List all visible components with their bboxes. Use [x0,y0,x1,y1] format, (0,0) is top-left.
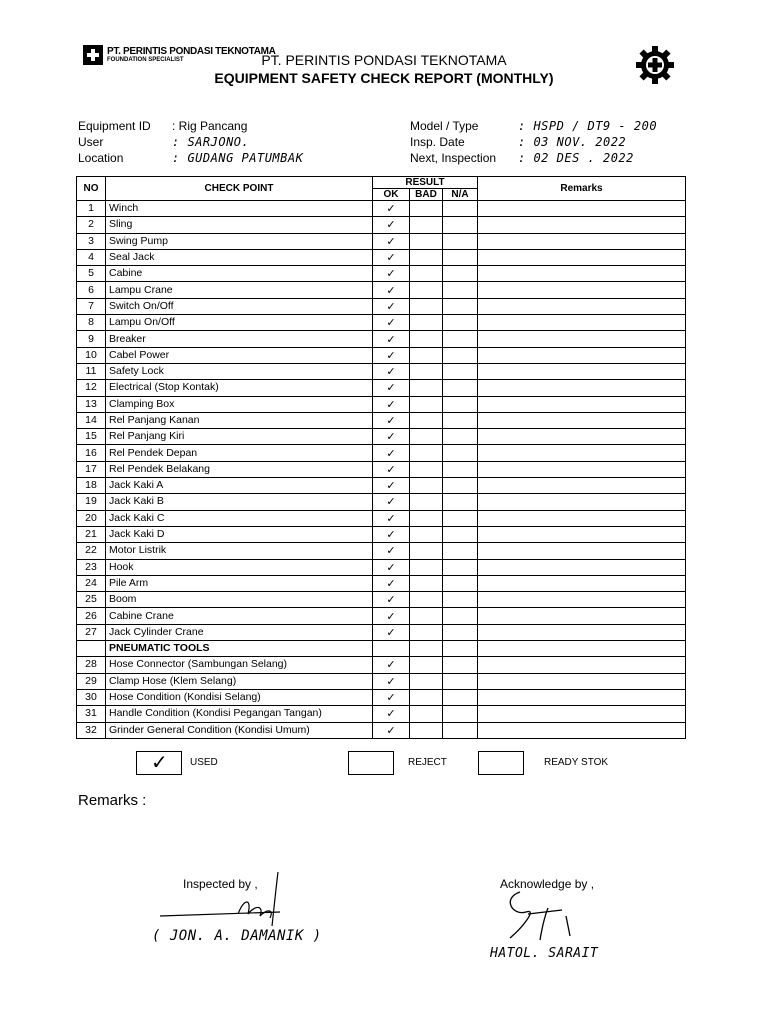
row-bad-cell [410,641,443,657]
row-bad-cell [410,429,443,445]
row-check-point: Jack Cylinder Crane [106,624,373,640]
table-row [77,298,686,314]
col-ok: OK [373,189,410,201]
row-na-cell [443,217,478,233]
table-row [77,266,686,282]
user-label: User [78,135,104,149]
row-ok-mark: ✓ [373,282,410,298]
col-result: RESULT [373,177,478,189]
row-na-cell [443,657,478,673]
row-remarks-cell [478,510,686,526]
row-bad-cell [410,331,443,347]
row-na-cell [443,461,478,477]
inspector-signature-icon [160,868,300,928]
row-number: 11 [77,363,106,379]
location-label: Location [78,151,124,165]
row-number: 5 [77,266,106,282]
table-row [77,689,686,705]
gear-cross-icon [634,44,676,91]
row-bad-cell [410,347,443,363]
row-remarks-cell [478,445,686,461]
row-check-point: Handle Condition (Kondisi Pegangan Tangan) [106,706,373,722]
table-row [77,461,686,477]
row-ok-mark: ✓ [373,217,410,233]
logo-company-name: PT. PERINTIS PONDASI TEKNOTAMA [107,46,276,57]
row-ok-mark: ✓ [373,347,410,363]
row-na-cell [443,412,478,428]
row-number: 30 [77,689,106,705]
inspector-name: ( JON. A. DAMANIK ) [152,928,322,944]
row-check-point: Boom [106,592,373,608]
next-inspection-value: : 02 DES . 2022 [518,151,634,165]
row-bad-cell [410,201,443,217]
row-check-point: Jack Kaki C [106,510,373,526]
row-na-cell [443,689,478,705]
row-number: 27 [77,624,106,640]
row-check-point: Motor Listrik [106,543,373,559]
row-number: 6 [77,282,106,298]
row-ok-mark: ✓ [373,315,410,331]
row-ok-mark [373,641,410,657]
row-bad-cell [410,217,443,233]
row-na-cell [443,233,478,249]
row-check-point: Grinder General Condition (Kondisi Umum) [106,722,373,738]
row-bad-cell [410,673,443,689]
row-na-cell [443,445,478,461]
row-remarks-cell [478,641,686,657]
row-remarks-cell [478,461,686,477]
row-check-point: Cabel Power [106,347,373,363]
table-row [77,217,686,233]
col-bad: BAD [410,189,443,201]
row-check-point: Clamping Box [106,396,373,412]
table-row [77,478,686,494]
row-number: 2 [77,217,106,233]
row-ok-mark: ✓ [373,526,410,542]
model-value: : HSPD / DT9 - 200 [518,119,658,133]
row-remarks-cell [478,331,686,347]
row-na-cell [443,249,478,265]
table-header-row [77,177,686,189]
row-number: 10 [77,347,106,363]
remarks-title: Remarks : [78,792,147,809]
row-check-point: Safety Lock [106,363,373,379]
row-ok-mark: ✓ [373,233,410,249]
row-number: 14 [77,412,106,428]
row-ok-mark: ✓ [373,657,410,673]
equipment-id-label: Equipment ID [78,119,151,133]
row-bad-cell [410,478,443,494]
table-row [77,445,686,461]
info-right-values [518,118,657,166]
col-no: NO [77,177,106,201]
table-row [77,526,686,542]
row-remarks-cell [478,412,686,428]
row-bad-cell [410,575,443,591]
checklist-table [76,176,686,739]
row-number: 20 [77,510,106,526]
row-check-point: Lampu Crane [106,282,373,298]
row-na-cell [443,282,478,298]
row-remarks-cell [478,657,686,673]
row-remarks-cell [478,559,686,575]
row-number: 1 [77,201,106,217]
row-check-point: Lampu On/Off [106,315,373,331]
row-bad-cell [410,722,443,738]
row-number: 26 [77,608,106,624]
row-remarks-cell [478,543,686,559]
row-number: 31 [77,706,106,722]
row-remarks-cell [478,217,686,233]
row-check-point: Swing Pump [106,233,373,249]
row-remarks-cell [478,347,686,363]
row-na-cell [443,722,478,738]
info-left-labels [78,118,151,166]
row-check-point: Sling [106,217,373,233]
info-right-labels [410,118,496,166]
row-na-cell [443,641,478,657]
row-bad-cell [410,657,443,673]
row-check-point: Jack Kaki D [106,526,373,542]
row-bad-cell [410,445,443,461]
row-na-cell [443,706,478,722]
acknowledger-name: HATOL. SARAIT [490,946,599,961]
row-check-point: Hose Condition (Kondisi Selang) [106,689,373,705]
table-row [77,282,686,298]
table-row [77,575,686,591]
row-number: 8 [77,315,106,331]
company-name: PT. PERINTIS PONDASI TEKNOTAMA [261,52,507,68]
row-ok-mark: ✓ [373,298,410,314]
row-bad-cell [410,608,443,624]
row-ok-mark: ✓ [373,510,410,526]
row-check-point: Rel Panjang Kanan [106,412,373,428]
row-na-cell [443,266,478,282]
table-row [77,624,686,640]
row-bad-cell [410,249,443,265]
table-row [77,673,686,689]
table-row [77,559,686,575]
row-ok-mark: ✓ [373,429,410,445]
row-check-point: Switch On/Off [106,298,373,314]
table-row [77,722,686,738]
row-check-point: Rel Pendek Belakang [106,461,373,477]
table-row [77,249,686,265]
row-bad-cell [410,559,443,575]
insp-date-label: Insp. Date [410,135,465,149]
inspected-by-label: Inspected by , [183,877,258,891]
row-bad-cell [410,412,443,428]
col-remarks: Remarks [478,177,686,201]
row-bad-cell [410,494,443,510]
row-number: 28 [77,657,106,673]
logo-tagline: FOUNDATION SPECIALIST [107,57,184,63]
row-remarks-cell [478,249,686,265]
row-ok-mark: ✓ [373,673,410,689]
row-bad-cell [410,526,443,542]
row-na-cell [443,494,478,510]
row-na-cell [443,363,478,379]
row-remarks-cell [478,494,686,510]
row-remarks-cell [478,429,686,445]
row-remarks-cell [478,298,686,314]
row-bad-cell [410,315,443,331]
report-title: EQUIPMENT SAFETY CHECK REPORT (MONTHLY) [214,70,554,86]
row-ok-mark: ✓ [373,543,410,559]
table-row [77,331,686,347]
row-check-point: Winch [106,201,373,217]
row-check-point: Pile Arm [106,575,373,591]
row-bad-cell [410,380,443,396]
row-ok-mark: ✓ [373,706,410,722]
reject-label: REJECT [408,757,447,768]
table-row [77,233,686,249]
row-ok-mark: ✓ [373,396,410,412]
table-row [77,592,686,608]
col-na: N/A [443,189,478,201]
table-row [77,347,686,363]
row-na-cell [443,592,478,608]
row-bad-cell [410,689,443,705]
row-remarks-cell [478,266,686,282]
user-value: : SARJONO. [172,135,250,149]
row-remarks-cell [478,201,686,217]
row-ok-mark: ✓ [373,689,410,705]
row-number: 25 [77,592,106,608]
row-check-point: Rel Pendek Depan [106,445,373,461]
row-ok-mark: ✓ [373,478,410,494]
row-ok-mark: ✓ [373,592,410,608]
acknowledge-by-label: Acknowledge by , [500,877,595,891]
row-number: 4 [77,249,106,265]
table-row [77,494,686,510]
row-bad-cell [410,282,443,298]
row-number: 24 [77,575,106,591]
row-bad-cell [410,233,443,249]
row-na-cell [443,347,478,363]
row-number: 3 [77,233,106,249]
row-bad-cell [410,461,443,477]
row-ok-mark: ✓ [373,722,410,738]
table-row [77,315,686,331]
row-remarks-cell [478,363,686,379]
row-na-cell [443,429,478,445]
equipment-id-value: : Rig Pancang [172,119,248,133]
table-row [77,608,686,624]
row-ok-mark: ✓ [373,412,410,428]
row-remarks-cell [478,396,686,412]
row-bad-cell [410,706,443,722]
ready-stock-checkbox [478,751,524,775]
row-number: 19 [77,494,106,510]
row-number: 9 [77,331,106,347]
table-row [77,706,686,722]
row-number [77,641,106,657]
row-check-point: Hose Connector (Sambungan Selang) [106,657,373,673]
row-ok-mark: ✓ [373,494,410,510]
col-check-point: CHECK POINT [106,177,373,201]
row-number: 18 [77,478,106,494]
row-check-point: Jack Kaki A [106,478,373,494]
row-check-point: Electrical (Stop Kontak) [106,380,373,396]
row-check-point: Hook [106,559,373,575]
row-check-point: Breaker [106,331,373,347]
row-remarks-cell [478,526,686,542]
row-ok-mark: ✓ [373,363,410,379]
row-check-point: Seal Jack [106,249,373,265]
location-value: : GUDANG PATUMBAK [172,151,304,165]
table-row [77,201,686,217]
row-number: 17 [77,461,106,477]
table-row [77,657,686,673]
used-label: USED [190,757,218,768]
row-ok-mark: ✓ [373,575,410,591]
row-check-point: PNEUMATIC TOOLS [106,641,373,657]
insp-date-value: : 03 NOV. 2022 [518,135,627,149]
row-bad-cell [410,543,443,559]
row-bad-cell [410,363,443,379]
row-number: 7 [77,298,106,314]
row-na-cell [443,559,478,575]
row-remarks-cell [478,478,686,494]
row-remarks-cell [478,689,686,705]
row-bad-cell [410,266,443,282]
row-number: 29 [77,673,106,689]
row-na-cell [443,624,478,640]
row-na-cell [443,575,478,591]
row-remarks-cell [478,575,686,591]
row-na-cell [443,315,478,331]
used-checkbox [136,751,182,775]
row-ok-mark: ✓ [373,608,410,624]
row-bad-cell [410,510,443,526]
table-row [77,510,686,526]
row-check-point: Cabine Crane [106,608,373,624]
row-ok-mark: ✓ [373,380,410,396]
used-check-mark: ✓ [151,750,168,774]
row-na-cell [443,510,478,526]
row-remarks-cell [478,722,686,738]
row-number: 15 [77,429,106,445]
row-na-cell [443,396,478,412]
row-na-cell [443,608,478,624]
ready-stock-label: READY STOK [544,757,609,768]
row-ok-mark: ✓ [373,331,410,347]
row-remarks-cell [478,592,686,608]
row-check-point: Cabine [106,266,373,282]
table-row [77,380,686,396]
row-ok-mark: ✓ [373,445,410,461]
table-row [77,429,686,445]
row-check-point: Clamp Hose (Klem Selang) [106,673,373,689]
row-number: 12 [77,380,106,396]
acknowledger-signature-icon [492,888,582,944]
row-ok-mark: ✓ [373,624,410,640]
row-remarks-cell [478,706,686,722]
row-bad-cell [410,592,443,608]
table-row [77,543,686,559]
row-bad-cell [410,624,443,640]
row-remarks-cell [478,233,686,249]
row-number: 23 [77,559,106,575]
row-bad-cell [410,396,443,412]
row-check-point: Rel Panjang Kiri [106,429,373,445]
row-number: 21 [77,526,106,542]
row-number: 16 [77,445,106,461]
row-number: 13 [77,396,106,412]
row-ok-mark: ✓ [373,461,410,477]
row-number: 32 [77,722,106,738]
row-remarks-cell [478,673,686,689]
model-label: Model / Type [410,119,479,133]
row-remarks-cell [478,282,686,298]
row-check-point: Jack Kaki B [106,494,373,510]
row-remarks-cell [478,315,686,331]
table-row [77,396,686,412]
table-row [77,412,686,428]
row-remarks-cell [478,380,686,396]
row-na-cell [443,380,478,396]
row-remarks-cell [478,608,686,624]
row-na-cell [443,298,478,314]
info-left-values [172,118,303,166]
section-row [77,641,686,657]
row-ok-mark: ✓ [373,249,410,265]
row-na-cell [443,201,478,217]
row-bad-cell [410,298,443,314]
row-na-cell [443,526,478,542]
row-ok-mark: ✓ [373,559,410,575]
row-na-cell [443,673,478,689]
table-row [77,363,686,379]
row-remarks-cell [478,624,686,640]
next-inspection-label: Next, Inspection [410,151,497,165]
row-na-cell [443,478,478,494]
row-na-cell [443,543,478,559]
row-ok-mark: ✓ [373,201,410,217]
row-ok-mark: ✓ [373,266,410,282]
row-number: 22 [77,543,106,559]
row-na-cell [443,331,478,347]
reject-checkbox [348,751,394,775]
